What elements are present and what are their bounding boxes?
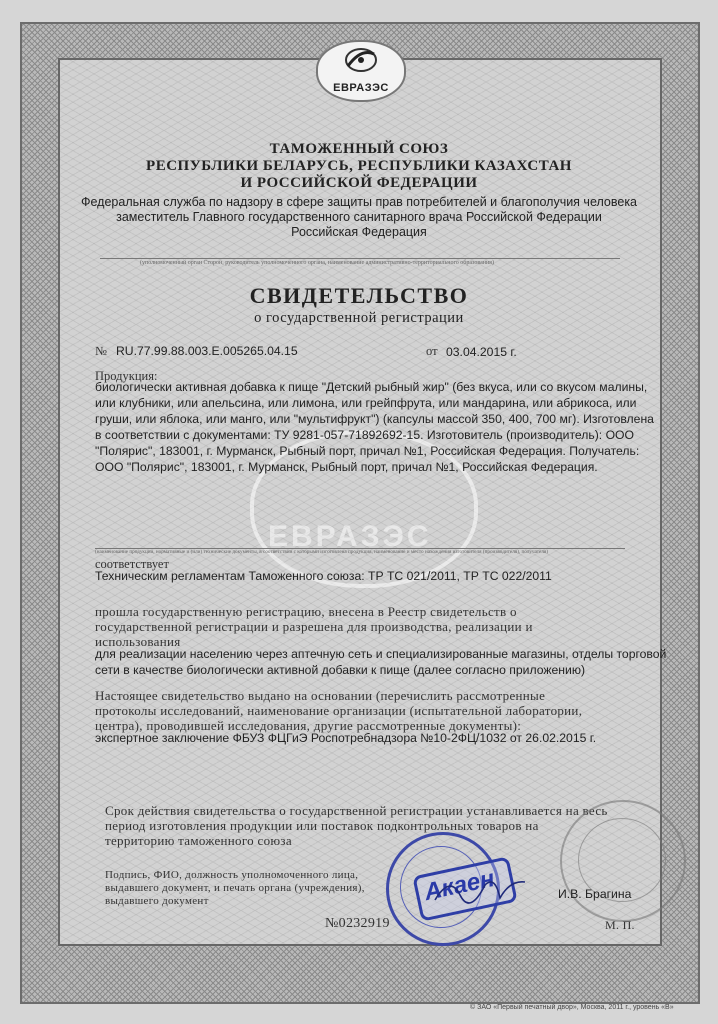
validity-line: территорию таможенного союза: [105, 833, 292, 848]
conformity-value: Техническим регламентам Таможенного союза: ТР ТС 021/2011, ТР ТС 022/2011: [95, 569, 552, 583]
registration-line: государственной регистрации и разрешена для производства, реализации и: [95, 619, 533, 634]
signatory-name: И.В. Брагина: [558, 887, 632, 901]
product-line: "Полярис", 183001, г. Мурманск, Рыбный порт, причал №1, Российская Федерация. Получатель:: [95, 444, 640, 458]
signature-label-line: выдавшего документ: [105, 895, 209, 907]
signature-label-line: выдавшего документ, и печать органа (учреждения),: [105, 882, 365, 894]
serial-number: №0232919: [325, 916, 390, 931]
usage-line: сети в качестве биологически активной добавки к пище (далее согласно приложению): [95, 663, 586, 677]
watermark-text: ЕВРАЗЭС: [268, 520, 432, 553]
product-label: Продукция:: [95, 369, 158, 383]
mp-label: М. П.: [605, 918, 635, 932]
certificate-number: RU.77.99.88.003.Е.005265.04.15: [116, 344, 298, 358]
certificate-date: 03.04.2015 г.: [446, 345, 517, 359]
basis-line: Настоящее свидетельство выдано на основании (перечислить рассмотренные: [95, 688, 546, 703]
basis-line: центра), проводившей исследования, другие рассмотренные документы):: [95, 718, 522, 733]
printer-footer: © ЗАО «Первый печатный двор», Москва, 2011 г., уровень «В»: [470, 1004, 674, 1011]
validity-line: Срок действия свидетельства о государственной регистрации устанавливается на весь: [105, 803, 608, 818]
document-title: СВИДЕТЕЛЬСТВО: [249, 283, 469, 308]
validity-line: период изготовления продукции или поставок подконтрольных товаров на: [105, 818, 539, 833]
authority-line-1: Федеральная служба по надзору в сфере защиты прав потребителей и благополучия человека: [80, 195, 638, 209]
basis-value: экспертное заключение ФБУЗ ФЦГиЭ Роспотребнадзора №10-2ФЦ/1032 от 26.02.2015 г.: [95, 731, 597, 745]
product-line: или клубники, или апельсина, или лимона, или грейпфрута, или мандарина, или абрикоса, или: [95, 396, 637, 410]
registration-line: использования: [95, 634, 181, 649]
header-line-3: И РОССИЙСКОЙ ФЕДЕРАЦИИ: [240, 175, 478, 191]
basis-line: протоколы исследований, наименование организации (испытательной лаборатории,: [95, 703, 583, 718]
signature-icon: [430, 870, 530, 910]
eurasec-emblem-icon: [316, 40, 406, 102]
emblem-text: ЕВРАЗЭС: [333, 82, 389, 94]
product-line: груши, или яблока, или манго, или "мультифрукт") (капсулы массой 350, 400, 700 мг). Изготовлена: [95, 412, 654, 426]
authority-caption: (уполномоченный орган Сторон, руководитель уполномоченного органа, наименование административно-территориального образования): [140, 260, 494, 266]
divider: [100, 258, 620, 259]
signature-label-line: Подпись, ФИО, должность уполномоченного лица,: [105, 869, 359, 881]
number-prefix: №: [95, 344, 107, 358]
conformity-label: соответствует: [95, 557, 169, 571]
product-line: биологически активная добавка к пище "Детский рыбный жир" (без вкуса, или со вкусом малины,: [95, 380, 648, 394]
document-subtitle: о государственной регистрации: [254, 310, 464, 326]
product-line: в соответствии с документами: ТУ 9281-057-71892692-15. Изготовитель (производитель): ООО: [95, 428, 635, 442]
registration-line: прошла государственную регистрацию, внесена в Реестр свидетельств о: [95, 604, 517, 619]
usage-line: для реализации населению через аптечную сеть и специализированные магазины, отделы торговой: [95, 647, 667, 661]
product-line: ООО "Полярис", 183001, г. Мурманск, Рыбный порт, причал №1, Российская Федерация.: [95, 460, 598, 474]
authority-line-3: Российская Федерация: [291, 225, 427, 239]
date-prefix: от: [426, 344, 438, 358]
header-line-2: РЕСПУБЛИКИ БЕЛАРУСЬ, РЕСПУБЛИКИ КАЗАХСТАН: [146, 158, 572, 174]
authority-line-2: заместитель Главного государственного санитарного врача Российской Федерации: [116, 210, 602, 224]
header-line-1: ТАМОЖЕННЫЙ СОЮЗ: [269, 141, 449, 157]
company-stamp-text: Акаен: [421, 864, 497, 907]
product-caption: (наименование продукции, нормативные и (или) технические документы, в соответствии с которыми изготовлена продукция, наименование и место нахождения изготовителя (производителя), получателя): [95, 549, 549, 555]
